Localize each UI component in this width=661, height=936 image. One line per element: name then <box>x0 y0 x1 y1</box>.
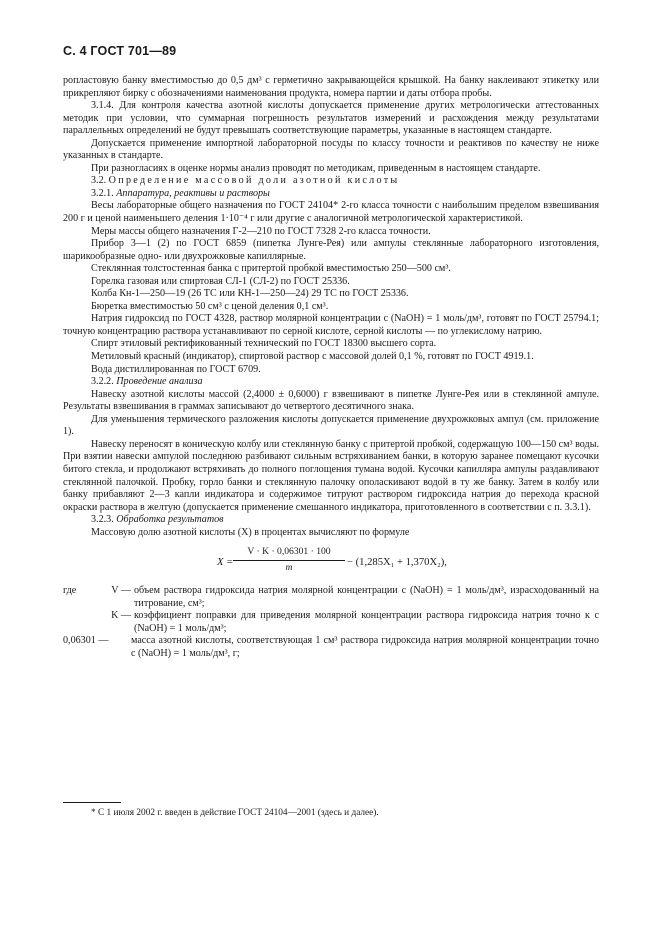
paragraph: ропластовую банку вместимостью до 0,5 дм³ с герметично закрывающейся крышкой. На банку наклеивают этикетку или прикрепляют бирку с обозначениями наименования продукта, номера партии и даты отбора пробы. <box>63 75 599 99</box>
footnote-divider <box>63 802 121 803</box>
formula-numerator: V · K · 0,06301 · 100 <box>233 546 345 561</box>
definition-text: коэффициент поправки для приведения молярной концентрации раствора гидроксида натрия точно к c (NaOH) = 1 моль/дм³; <box>134 610 599 634</box>
section-title: Обработка результатов <box>116 514 224 526</box>
formula-fraction <box>233 546 345 574</box>
paragraph: Для уменьшения термического разложения кислоты допускается применение двухрожковых ампул (см. приложение 1). <box>63 413 599 438</box>
definition-row <box>63 635 599 660</box>
section-number: 3.2.2. <box>91 376 114 388</box>
definition-text: объем раствора гидроксида натрия молярной концентрации c (NaOH) = 1 моль/дм³, израсходованный на титрование, см³; <box>134 585 599 609</box>
definition-text: масса азотной кислоты, соответствующая 1 см³ раствора гидроксида натрия молярной концентрации точно c (NaOH) = 1 моль/дм³, г; <box>131 635 599 659</box>
section-heading-3-2-2 <box>63 376 599 389</box>
reagent-item: Весы лабораторные общего назначения по ГОСТ 24104* 2-го класса точности с наибольшим пределом взвешивания 200 г и ценой наименьшего деления 1·10⁻⁴ г или другие с аналогичной метрологической характеристикой. <box>63 200 599 225</box>
reagent-item: Стеклянная толстостенная банка с притертой пробкой вместимостью 250—500 см³. <box>91 263 451 275</box>
variable-definitions <box>63 585 599 660</box>
formula-denominator: m <box>285 561 293 573</box>
reagent-item: Колба Кн-1—250—19 (26 ТС или КН-1—250—24) 29 ТС по ГОСТ 25336. <box>91 288 409 300</box>
section-number: 3.2.1. <box>91 187 114 199</box>
paragraph: Навеску азотной кислоты массой (2,4000 ± 0,6000) г взвешивают в пипетке Лунге-Рея или в стеклянной ампуле. Результаты взвешивания в граммах записывают до четвертого десятичного знака. <box>63 388 599 413</box>
section-heading-3-2-3 <box>63 514 599 527</box>
reagent-item: Натрия гидроксид по ГОСТ 4328, раствор молярной концентрации c (NaOH) = 1 моль/дм³, готовят по ГОСТ 25794.1; точную концентрацию раствора устанавливают по серной кислоте, серной кислоты — по углекислому натрию. <box>63 313 599 337</box>
page-header: С. 4 ГОСТ 701—89 <box>63 44 177 58</box>
definition-row <box>63 610 599 635</box>
section-title: Аппаратура, реактивы и растворы <box>116 187 270 199</box>
section-title: Проведение анализа <box>116 376 203 388</box>
paragraph: Навеску переносят в коническую колбу или стеклянную банку с притертой пробкой, содержащую 100—150 см³ воды. При взятии навески ампулой последнюю разбивают сильным встряхиванием банки, в которую заранее помещают кусочки битого стекла, и продолжают встряхивать до полного поглощения тумана водой. Кусочки капилляра ампулы раздавливают стеклянной палочкой. Пробку, горло банки и стеклянную палочку ополаскивают водой в ту же банку. Затем в колбу или банку прибавляют 2—3 капли индикатора и содержимое титруют раствором гидроксида натрия до перехода красной окраски раствора в желтую (допускается применение смешанного индикатора, приготовленного в соответствии с п. 3.3.1). <box>63 438 599 513</box>
reagent-item: Меры массы общего назначения Г-2—210 по ГОСТ 7328 2-го класса точности. <box>91 225 431 237</box>
formula-rhs: − (1,285X₁ + 1,370X₂), <box>347 557 447 569</box>
reagent-item: Спирт этиловый ректификованный технический по ГОСТ 18300 высшего сорта. <box>91 338 437 350</box>
definition-row <box>63 585 599 610</box>
formula-lhs: X = <box>217 557 234 569</box>
section-heading-3-2-1 <box>63 188 599 201</box>
reagent-item: Вода дистиллированная по ГОСТ 6709. <box>91 363 261 375</box>
section-number: 3.2. <box>91 175 107 187</box>
section-heading-3-2 <box>63 175 599 188</box>
definition-symbol: 0,06301 — <box>63 635 109 647</box>
paragraph: 3.1.4. Для контроля качества азотной кислоты допускается применение других метрологически аттестованных методик при условии, что суммарная погрешность результатов измерений и расхождения между результатами параллельных определений не будут превышать соответствующие параметры, указанные в настоящем стандарте. <box>63 100 599 137</box>
formula <box>63 546 599 579</box>
section-number: 3.2.3. <box>91 514 114 526</box>
definition-symbol: V — <box>111 585 131 597</box>
paragraph: При разногласиях в оценке нормы анализ проводят по методикам, приведенным в настоящем стандарте. <box>91 162 541 174</box>
where-label: где <box>63 585 77 597</box>
reagent-item: Бюретка вместимостью 50 см³ с ценой деления 0,1 см³. <box>91 300 329 312</box>
footnote: * С 1 июля 2002 г. введен в действие ГОСТ 24104—2001 (здесь и далее). <box>91 808 379 818</box>
reagent-item: Метиловый красный (индикатор), спиртовой раствор с массовой долей 0,1 %, готовят по ГОСТ 4919.1. <box>91 351 534 363</box>
section-title: Определение массовой доли азотной кислоты <box>108 175 400 187</box>
reagent-item: Прибор 3—1 (2) по ГОСТ 6859 (пипетка Лунге-Рея) или ампулы стеклянные лабораторного изготовления, шарикообразные одно- или двухрожковые капиллярные. <box>63 238 599 262</box>
page-body <box>63 75 599 661</box>
paragraph: Массовую долю азотной кислоты (X) в процентах вычисляют по формуле <box>91 526 410 538</box>
definition-symbol: K — <box>111 610 131 622</box>
reagent-item: Горелка газовая или спиртовая СЛ-1 (СЛ-2) по ГОСТ 25336. <box>91 275 350 287</box>
paragraph: Допускается применение импортной лабораторной посуды по классу точности и реактивов по качеству не ниже указанных в стандарте. <box>63 137 599 162</box>
